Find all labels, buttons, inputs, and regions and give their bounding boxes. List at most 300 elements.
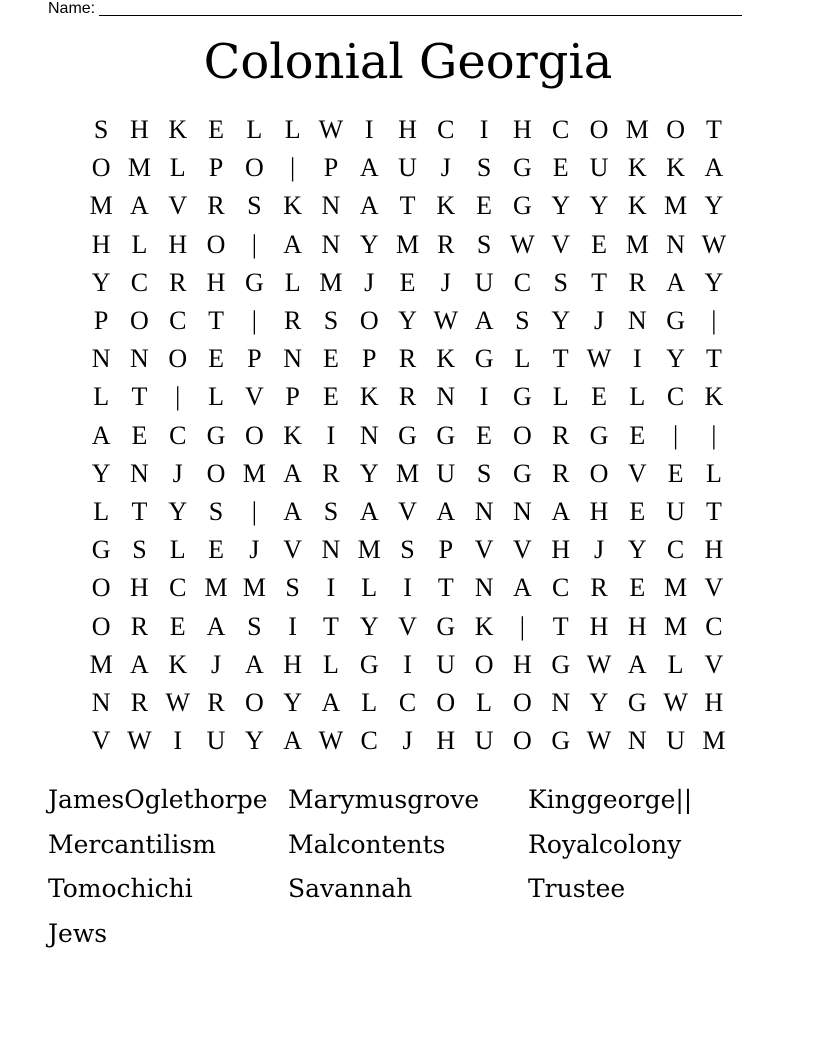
grid-cell: W — [318, 115, 344, 145]
word-list-item: Royalcolony — [528, 829, 682, 859]
grid-cell: Y — [359, 458, 379, 488]
grid-cell: K — [168, 115, 188, 145]
grid-cell: U — [474, 726, 494, 756]
grid-cell: A — [283, 229, 303, 259]
grid-cell: O — [513, 687, 532, 717]
grid-cell: J — [593, 306, 605, 336]
grid-row — [82, 340, 733, 378]
grid-cell: V — [513, 535, 532, 565]
grid-cell: L — [208, 382, 224, 412]
word-list-item: Jews — [48, 918, 108, 948]
grid-cell: M — [395, 458, 420, 488]
grid-cell: H — [513, 649, 532, 679]
grid-cell: N — [474, 496, 494, 526]
grid-cell: T — [552, 344, 569, 374]
grid-cell: Y — [551, 306, 571, 336]
grid-cell: O — [474, 649, 494, 679]
grid-cell: J — [440, 153, 451, 183]
grid-cell: S — [132, 535, 147, 565]
grid-cell: S — [208, 496, 224, 526]
grid-cell: U — [666, 496, 685, 526]
grid-cell: G — [398, 420, 417, 450]
grid-cell: V — [283, 535, 303, 565]
grid-cell: R — [628, 267, 646, 297]
grid-cell: E — [131, 420, 148, 450]
grid-cell: G — [244, 267, 264, 297]
grid-cell: W — [510, 229, 535, 259]
grid-cell: L — [361, 573, 378, 603]
grid-row — [82, 569, 733, 607]
grid-cell: J — [172, 458, 183, 488]
grid-row — [82, 493, 733, 531]
grid-cell: E — [208, 535, 224, 565]
grid-cell: H — [130, 115, 149, 145]
grid-cell: E — [629, 573, 646, 603]
word-list-item: Kinggeorge|| — [528, 785, 693, 814]
grid-cell: T — [131, 382, 148, 412]
grid-cell: U — [398, 153, 417, 183]
grid-cell: K — [474, 611, 494, 641]
grid-cell: A — [130, 649, 149, 679]
grid-cell: K — [168, 649, 188, 679]
grid-cell: T — [705, 115, 722, 145]
grid-cell: Y — [91, 458, 111, 488]
grid-cell: W — [165, 687, 191, 717]
grid-cell: M — [395, 229, 420, 259]
grid-cell: N — [283, 344, 303, 374]
grid-cell: O — [244, 687, 264, 717]
grid-cell: G — [91, 535, 111, 565]
grid-cell: M — [204, 573, 228, 603]
grid-cell: K — [359, 382, 379, 412]
grid-cell: Y — [704, 267, 724, 297]
grid-cell: L — [705, 458, 722, 488]
grid-cell: I — [326, 420, 336, 450]
grid-cell: L — [361, 687, 378, 717]
grid-cell: R — [169, 267, 187, 297]
grid-cell: E — [208, 115, 224, 145]
grid-cell: G — [551, 726, 571, 756]
grid-cell: | — [711, 420, 717, 450]
grid-cell: | — [519, 611, 526, 641]
grid-cell: G — [513, 153, 532, 183]
grid-cell: W — [318, 726, 344, 756]
grid-cell: L — [131, 229, 148, 259]
grid-cell: C — [513, 267, 532, 297]
grid-cell: R — [398, 382, 417, 412]
grid-cell: N — [321, 191, 341, 221]
grid-cell: E — [629, 420, 646, 450]
grid-cell: O — [589, 458, 609, 488]
grid-row — [82, 417, 733, 455]
grid-cell: H — [398, 115, 417, 145]
grid-cell: K — [436, 191, 456, 221]
grid-cell: K — [704, 382, 724, 412]
grid-cell: E — [476, 191, 493, 221]
grid-cell: V — [168, 191, 188, 221]
grid-cell: K — [283, 191, 303, 221]
grid-cell: M — [664, 611, 688, 641]
grid-cell: N — [551, 687, 571, 717]
grid-cell: P — [93, 306, 109, 336]
grid-cell: G — [627, 687, 647, 717]
grid-cell: A — [666, 267, 685, 297]
grid-cell: R — [590, 573, 608, 603]
grid-cell: N — [321, 535, 341, 565]
grid-cell: L — [322, 649, 339, 679]
grid-cell: S — [476, 458, 492, 488]
grid-cell: I — [364, 115, 374, 145]
grid-cell: G — [513, 382, 532, 412]
grid-row — [82, 684, 733, 722]
grid-cell: N — [436, 382, 456, 412]
grid-cell: G — [551, 649, 571, 679]
grid-row — [82, 646, 733, 684]
grid-cell: S — [247, 191, 262, 221]
grid-cell: | — [711, 306, 717, 336]
grid-cell: R — [130, 611, 149, 641]
grid-cell: O — [589, 115, 609, 145]
grid-cell: L — [93, 496, 110, 526]
grid-cell: J — [440, 267, 451, 297]
grid-cell: I — [403, 573, 412, 603]
grid-cell: P — [208, 153, 224, 183]
grid-cell: E — [629, 496, 646, 526]
word-list-item: Malcontents — [288, 829, 446, 859]
grid-cell: Y — [91, 267, 111, 297]
grid-cell: A — [359, 191, 379, 221]
grid-cell: P — [361, 344, 377, 374]
grid-cell: | — [672, 420, 679, 450]
grid-cell: R — [207, 687, 225, 717]
grid-cell: I — [479, 382, 489, 412]
grid-cell: V — [398, 611, 417, 641]
grid-cell: L — [284, 267, 301, 297]
grid-row — [82, 264, 733, 302]
grid-row — [82, 187, 733, 225]
grid-cell: A — [130, 191, 149, 221]
grid-cell: N — [130, 344, 149, 374]
grid-cell: O — [168, 344, 188, 374]
grid-cell: K — [283, 420, 303, 450]
grid-cell: C — [398, 687, 417, 717]
grid-cell: O — [436, 687, 456, 717]
grid-cell: O — [513, 726, 532, 756]
grid-cell: P — [285, 382, 300, 412]
grid-cell: N — [359, 420, 379, 450]
grid-cell: E — [667, 458, 684, 488]
grid-cell: S — [93, 115, 109, 145]
grid-cell: R — [322, 458, 340, 488]
grid-cell: V — [551, 229, 571, 259]
grid-cell: P — [247, 344, 262, 374]
grid-cell: S — [515, 306, 530, 336]
grid-cell: C — [360, 726, 378, 756]
grid-cell: E — [399, 267, 416, 297]
grid-cell: N — [474, 573, 494, 603]
grid-cell: C — [169, 573, 187, 603]
grid-cell: O — [130, 306, 149, 336]
grid-cell: | — [175, 382, 181, 412]
grid-cell: H — [168, 229, 188, 259]
letter-grid — [82, 111, 733, 759]
grid-cell: C — [169, 420, 187, 450]
word-list-item: JamesOglethorpe — [48, 785, 268, 814]
grid-cell: T — [131, 496, 148, 526]
grid-cell: N — [130, 458, 149, 488]
grid-cell: M — [625, 115, 649, 145]
grid-cell: R — [552, 420, 570, 450]
grid-cell: G — [436, 611, 456, 641]
page-title: Colonial Georgia — [203, 34, 613, 90]
grid-cell: N — [666, 229, 685, 259]
grid-cell: Y — [589, 191, 609, 221]
grid-cell: C — [552, 115, 570, 145]
word-list-item: Marymusgrove — [288, 785, 480, 814]
grid-cell: M — [357, 535, 381, 565]
grid-cell: | — [251, 496, 257, 526]
grid-cell: O — [206, 458, 226, 488]
grid-cell: W — [586, 649, 612, 679]
grid-cell: V — [627, 458, 647, 488]
grid-row — [82, 607, 733, 645]
grid-cell: O — [91, 153, 111, 183]
grid-cell: G — [666, 306, 685, 336]
grid-cell: V — [244, 382, 264, 412]
grid-cell: J — [249, 535, 260, 565]
grid-cell: E — [591, 382, 607, 412]
grid-cell: L — [629, 382, 646, 412]
grid-cell: Y — [398, 306, 417, 336]
grid-cell: R — [398, 344, 417, 374]
grid-cell: A — [627, 649, 647, 679]
grid-cell: W — [701, 229, 727, 259]
grid-cell: K — [627, 191, 647, 221]
grid-cell: T — [399, 191, 416, 221]
grid-cell: A — [704, 153, 724, 183]
word-list-item: Mercantilism — [48, 829, 216, 859]
grid-cell: A — [244, 649, 264, 679]
grid-cell: Y — [283, 687, 303, 717]
grid-cell: L — [246, 115, 263, 145]
grid-cell: Y — [704, 191, 724, 221]
grid-cell: W — [663, 687, 688, 717]
grid-cell: | — [251, 306, 257, 336]
grid-cell: L — [169, 535, 186, 565]
grid-cell: H — [130, 573, 149, 603]
grid-cell: N — [513, 496, 532, 526]
grid-cell: K — [666, 153, 685, 183]
grid-row — [82, 378, 733, 416]
grid-cell: W — [433, 306, 459, 336]
grid-cell: C — [552, 573, 570, 603]
grid-cell: G — [359, 649, 379, 679]
name-underline — [99, 1, 742, 16]
grid-cell: Y — [551, 191, 571, 221]
grid-cell: C — [705, 611, 723, 641]
grid-cell: M — [664, 573, 688, 603]
grid-cell: G — [436, 420, 456, 450]
grid-cell: | — [251, 229, 257, 259]
grid-cell: R — [283, 306, 302, 336]
grid-cell: N — [91, 687, 111, 717]
grid-cell: S — [247, 611, 262, 641]
grid-cell: O — [666, 115, 685, 145]
grid-cell: L — [476, 687, 493, 717]
grid-cell: G — [474, 344, 494, 374]
grid-cell: | — [290, 153, 296, 183]
grid-cell: A — [206, 611, 226, 641]
grid-cell: H — [436, 726, 456, 756]
grid-cell: W — [127, 726, 152, 756]
grid-cell: V — [91, 726, 111, 756]
grid-cell: O — [244, 153, 264, 183]
grid-cell: S — [285, 573, 300, 603]
grid-cell: C — [666, 382, 685, 412]
grid-cell: R — [207, 191, 225, 221]
grid-cell: Y — [627, 535, 647, 565]
grid-cell: A — [513, 573, 532, 603]
grid-cell: A — [359, 153, 379, 183]
grid-cell: N — [91, 344, 111, 374]
grid-cell: A — [359, 496, 379, 526]
grid-cell: N — [627, 306, 647, 336]
grid-cell: C — [437, 115, 455, 145]
grid-cell: A — [283, 726, 303, 756]
grid-cell: O — [206, 229, 226, 259]
grid-cell: T — [208, 306, 224, 336]
grid-cell: E — [552, 153, 569, 183]
grid-cell: Y — [168, 496, 188, 526]
word-list-item: Savannah — [288, 874, 413, 903]
grid-cell: H — [704, 687, 724, 717]
grid-cell: A — [283, 458, 303, 488]
grid-cell: O — [244, 420, 264, 450]
grid-row — [82, 149, 733, 187]
grid-cell: H — [91, 229, 111, 259]
grid-cell: R — [130, 687, 149, 717]
grid-cell: I — [326, 573, 336, 603]
grid-cell: P — [323, 153, 339, 183]
grid-cell: O — [513, 420, 532, 450]
grid-cell: A — [91, 420, 111, 450]
grid-cell: L — [514, 344, 531, 374]
grid-cell: P — [438, 535, 454, 565]
grid-cell: A — [551, 496, 571, 526]
grid-cell: G — [206, 420, 226, 450]
grid-cell: H — [206, 267, 226, 297]
grid-cell: L — [93, 382, 110, 412]
grid-cell: U — [589, 153, 609, 183]
grid-cell: T — [322, 611, 339, 641]
grid-cell: E — [591, 229, 607, 259]
grid-row — [82, 531, 733, 569]
grid-row — [82, 111, 733, 149]
grid-cell: V — [704, 649, 724, 679]
grid-cell: T — [705, 496, 722, 526]
grid-cell: N — [321, 229, 341, 259]
grid-cell: M — [89, 649, 113, 679]
grid-cell: C — [169, 306, 187, 336]
grid-cell: U — [206, 726, 226, 756]
grid-cell: I — [288, 611, 297, 641]
grid-cell: H — [704, 535, 724, 565]
grid-cell: A — [474, 306, 494, 336]
grid-cell: T — [437, 573, 454, 603]
grid-cell: I — [632, 344, 642, 374]
name-field — [48, 0, 742, 18]
name-label: Name: — [48, 0, 96, 17]
word-list-item: Tomochichi — [48, 874, 193, 903]
grid-cell: S — [476, 153, 492, 183]
grid-cell: Y — [359, 229, 379, 259]
grid-cell: C — [130, 267, 149, 297]
grid-cell: S — [323, 496, 339, 526]
grid-cell: V — [704, 573, 724, 603]
grid-cell: E — [322, 382, 339, 412]
grid-row — [82, 226, 733, 264]
grid-cell: G — [513, 191, 532, 221]
grid-cell: R — [552, 458, 570, 488]
grid-cell: M — [702, 726, 726, 756]
grid-cell: R — [437, 229, 455, 259]
grid-cell: H — [283, 649, 303, 679]
grid-cell: C — [666, 535, 685, 565]
grid-cell: A — [321, 687, 341, 717]
grid-cell: H — [513, 115, 532, 145]
grid-cell: G — [589, 420, 609, 450]
grid-cell: H — [589, 496, 609, 526]
grid-cell: W — [586, 726, 612, 756]
grid-cell: U — [666, 726, 685, 756]
grid-cell: I — [403, 649, 412, 679]
grid-cell: A — [436, 496, 456, 526]
grid-cell: O — [359, 306, 379, 336]
grid-row — [82, 302, 733, 340]
grid-cell: L — [284, 115, 301, 145]
grid-cell: T — [705, 344, 722, 374]
grid-cell: G — [513, 458, 532, 488]
grid-cell: K — [627, 153, 647, 183]
grid-cell: Y — [359, 611, 379, 641]
grid-cell: L — [169, 153, 186, 183]
grid-cell: S — [553, 267, 568, 297]
word-list-item: Trustee — [528, 874, 626, 903]
grid-cell: M — [625, 229, 649, 259]
grid-cell: M — [127, 153, 151, 183]
grid-cell: M — [242, 458, 266, 488]
grid-cell: H — [627, 611, 647, 641]
grid-cell: H — [551, 535, 571, 565]
grid-cell: E — [169, 611, 186, 641]
grid-cell: I — [173, 726, 183, 756]
grid-cell: J — [210, 649, 222, 679]
grid-cell: S — [400, 535, 415, 565]
grid-cell: W — [586, 344, 612, 374]
grid-cell: J — [402, 726, 413, 756]
grid-cell: O — [91, 573, 111, 603]
grid-row — [82, 722, 733, 760]
grid-cell: T — [591, 267, 607, 297]
grid-cell: U — [436, 649, 456, 679]
grid-cell: J — [364, 267, 375, 297]
grid-cell: Y — [244, 726, 264, 756]
word-list — [48, 778, 748, 956]
grid-row — [82, 455, 733, 493]
grid-cell: V — [398, 496, 417, 526]
grid-cell: A — [283, 496, 303, 526]
grid-cell: N — [627, 726, 647, 756]
